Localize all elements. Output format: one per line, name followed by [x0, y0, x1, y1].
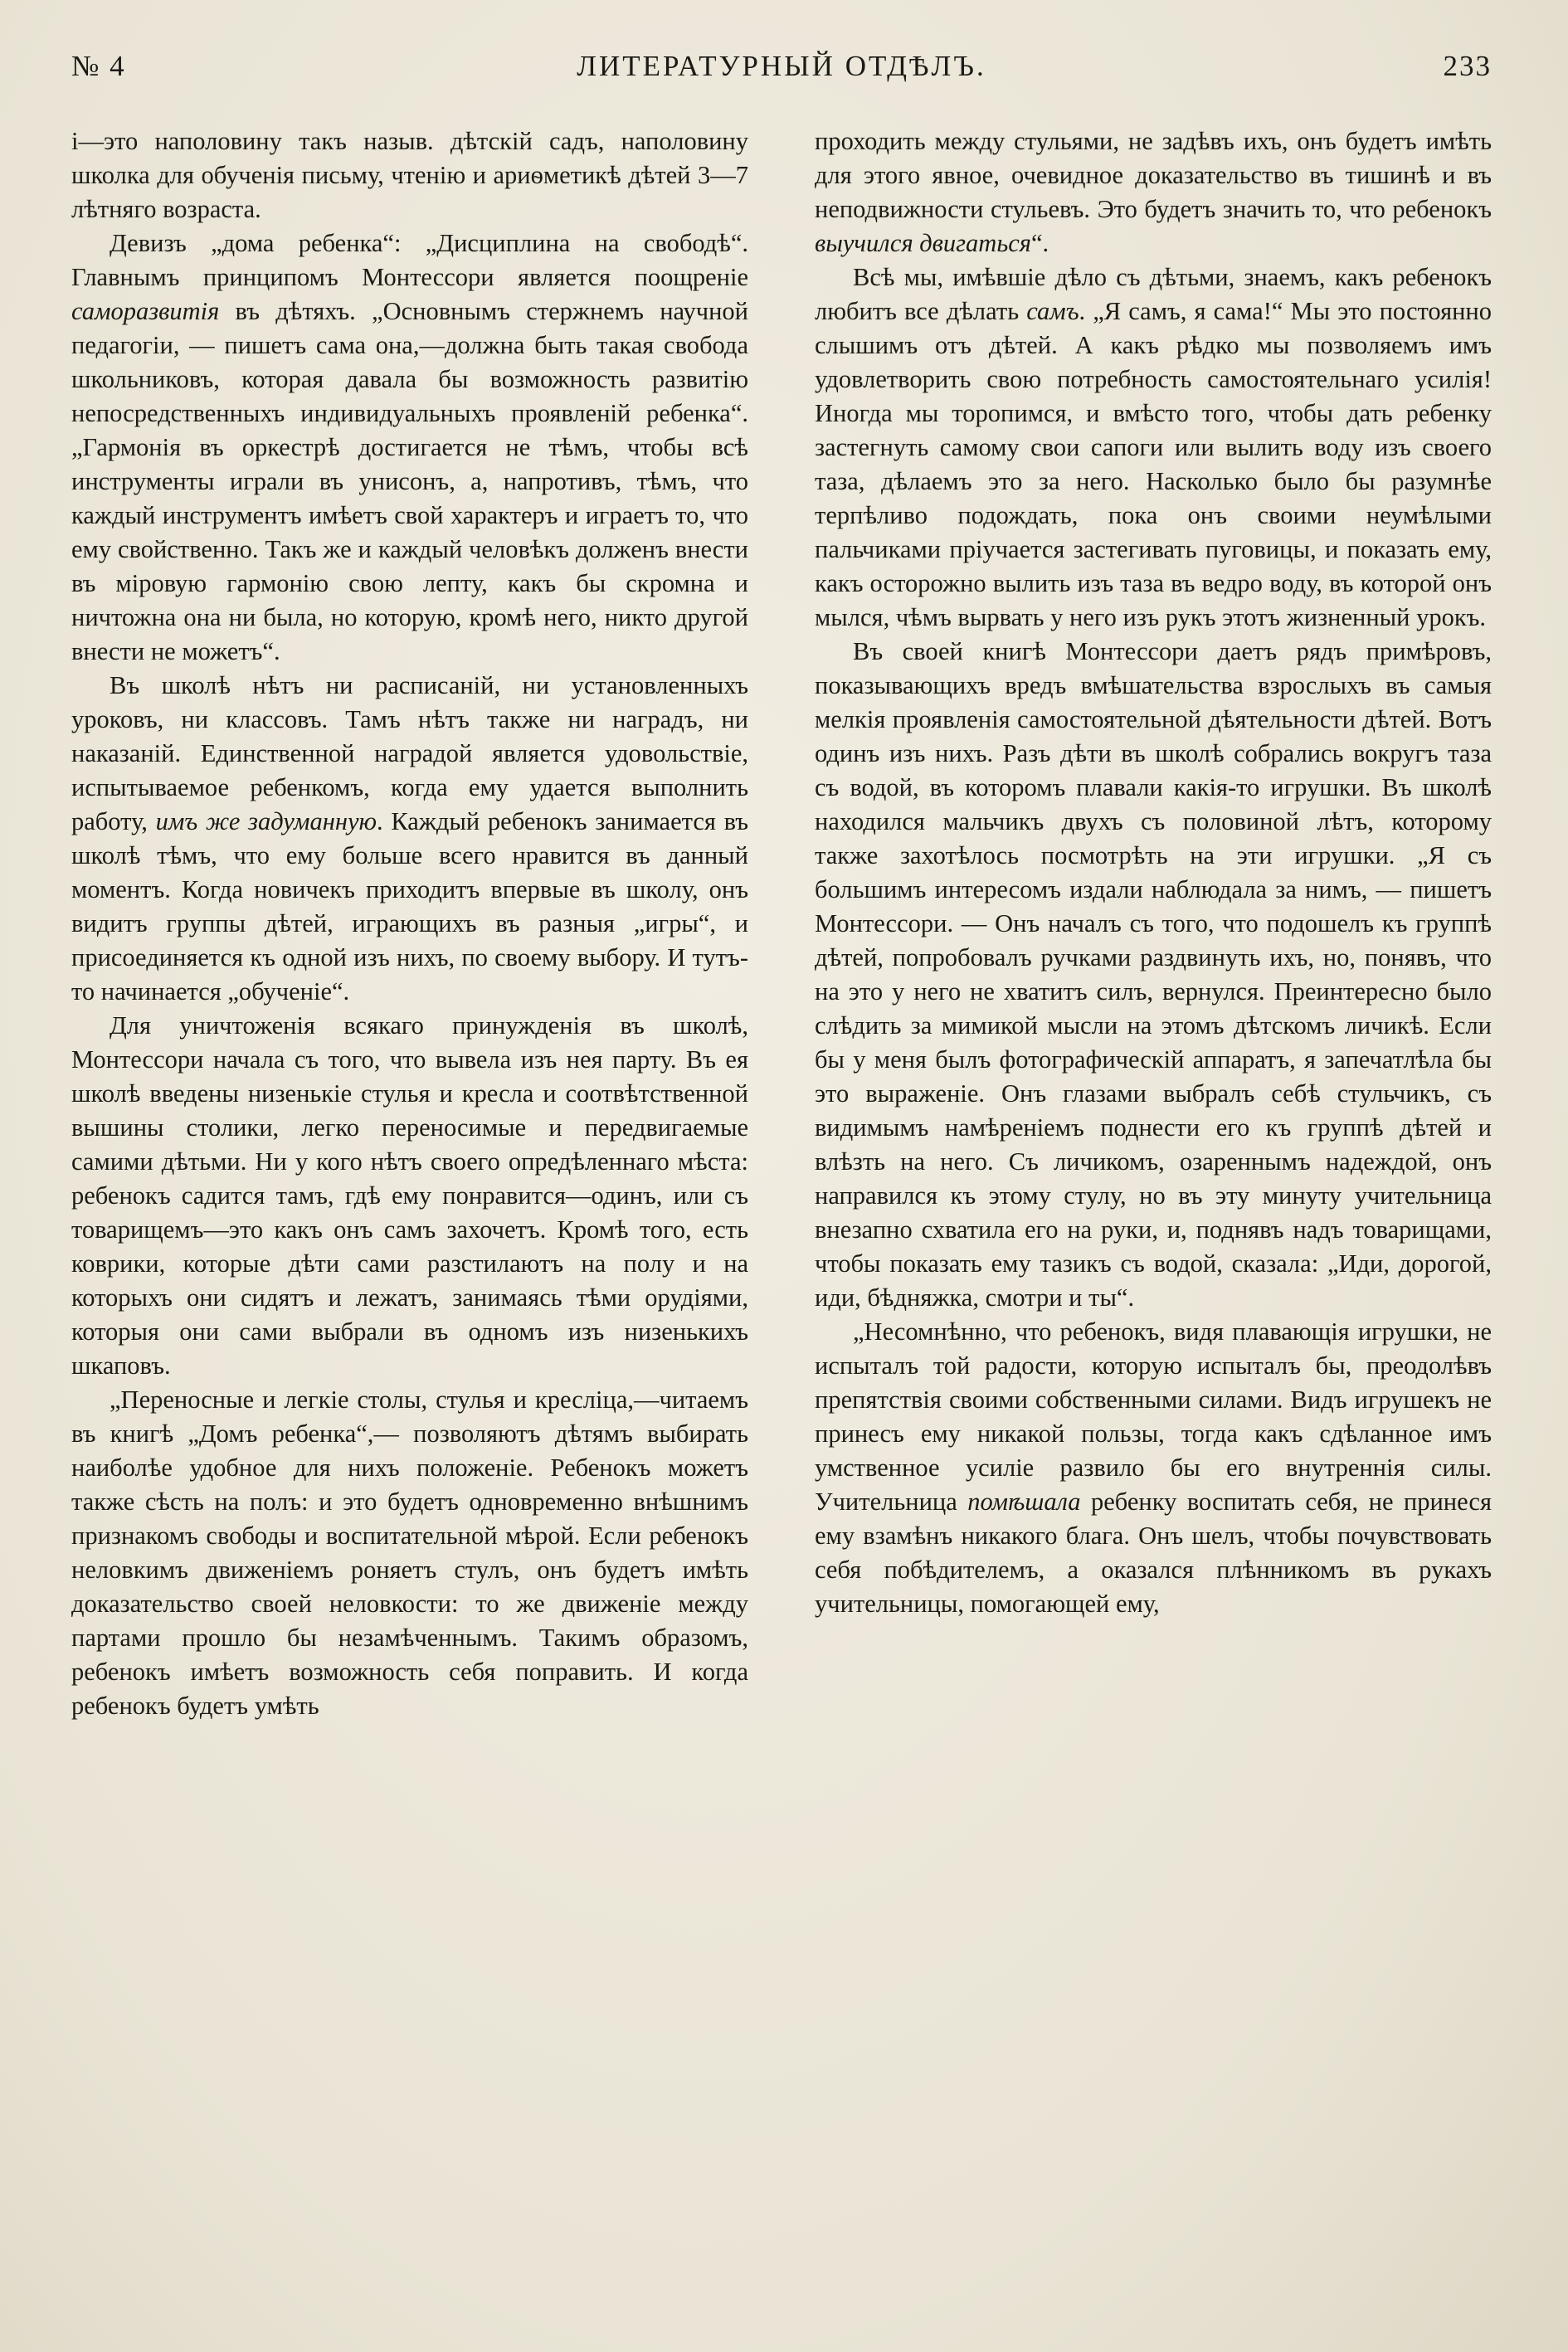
italic-emphasis: саморазвитія — [71, 297, 220, 325]
paragraph — [71, 226, 748, 669]
text-run: въ дѣтяхъ. „Основнымъ стержнемъ научной педагогіи, — пишетъ сама она,—должна быть такая свобода школьниковъ, которая давала бы возможность развитію непосредственныхъ индивидуальныхъ проявленій ребенка“. „Гармонія въ оркестрѣ достигается не тѣмъ, чтобы всѣ инструменты играли въ унисонъ, а, напротивъ, тѣмъ, что каждый инструментъ имѣетъ свой характеръ и играетъ то, что ему свойственно. Такъ же и каждый человѣкъ долженъ внести въ міровую гармонію свою лепту, какъ бы скромна и ничтожна она ни была, но которую, кромѣ него, никто другой внести не можетъ“. — [71, 297, 748, 665]
paragraph — [815, 1315, 1492, 1621]
text-run: . Каждый ребенокъ занимается въ школѣ тѣмъ, что ему больше всего нравится въ данный моментъ. Когда новичекъ приходитъ впервые въ школу, онъ видитъ группы дѣтей, играющихъ въ разныя „игры“, и присоединяется къ одной изъ нихъ, по своему выбору. И тутъ-то начинается „обученіе“. — [71, 807, 748, 1006]
italic-emphasis: выучился двигаться — [815, 229, 1031, 257]
text-run: . „Я самъ, я сама!“ Мы это постоянно слышимъ отъ дѣтей. А какъ рѣдко мы позволяемъ имъ удовлетворить свою потребность самостоятельнаго усилія! Иногда мы торопимся, и вмѣсто того, чтобы дать ребенку застегнуть самому свои сапоги или вылить воду изъ своего таза, дѣлаемъ это за него. Насколько было бы разумнѣе терпѣливо подождать, пока онъ своими неумѣлыми пальчиками пріучается застегивать пуговицы, и показать ему, какъ осторожно вылить изъ таза въ ведро воду, въ которой онъ мылся, чѣмъ вырвать у него изъ рукъ этотъ жизненный урокъ. — [815, 297, 1493, 631]
right-column — [815, 124, 1492, 1723]
text-run: ребенку воспитать себя, не принеся ему взамѣнъ никакого блага. Онъ шелъ, чтобы почувствовать себя побѣдителемъ, а оказался плѣнникомъ въ рукахъ учительницы, помогающей ему, — [815, 1488, 1492, 1618]
paragraph: Въ своей книгѣ Монтессори даетъ рядъ примѣровъ, показывающихъ вредъ вмѣшательства взрослыхъ въ самыя мелкія проявленія самостоятельной дѣятельности дѣтей. Вотъ одинъ изъ нихъ. Разъ дѣти въ школѣ собрались вокругъ таза съ водой, въ которомъ плавали какія-то игрушки. Въ школѣ находился мальчикъ двухъ съ половиной лѣтъ, которому также захотѣлось посмотрѣть на эти игрушки. „Я съ большимъ интересомъ издали наблюдала за нимъ, — пишетъ Монтессори. — Онъ началъ съ того, что подошелъ къ группѣ дѣтей, попробовалъ ручками раздвинуть ихъ, но, понявъ, что на это у него не хватитъ силъ, вернулся. Преинтересно было слѣдить за мимикой мысли на этомъ дѣтскомъ личикѣ. Если бы у меня былъ фотографическій аппаратъ, я запечатлѣла бы это выраженіе. Онъ глазами выбралъ себѣ стульчикъ, съ видимымъ намѣреніемъ поднести его къ группѣ дѣтей и влѣзть на него. Съ личикомъ, озареннымъ надеждой, онъ направился къ этому стулу, но въ эту минуту учительница внезапно схватила его на руки, и, поднявъ надъ товарищами, чтобы показать ему тазикъ съ водой, сказала: „Иди, дорогой, иди, бѣдняжка, смотри и ты“. — [815, 637, 1492, 1312]
italic-emphasis: самъ — [1026, 297, 1079, 325]
left-column — [71, 124, 748, 1723]
text-run: Девизъ „дома ребенка“: „Дисциплина на свободѣ“. Главнымъ принципомъ Монтессори является поощреніе — [71, 229, 748, 291]
italic-emphasis: имъ же задуманную — [155, 807, 377, 835]
paragraph — [71, 669, 748, 1009]
paragraph — [815, 124, 1492, 261]
text-run: „Несомнѣнно, что ребенокъ, видя плавающія игрушки, не испыталъ той радости, которую испыталъ бы, преодолѣвъ препятствія своими собственными силами. Видъ игрушекъ не принесъ ему никакой пользы, тогда какъ сдѣланное имъ умственное усиліе развило бы его внутреннія силы. Учительница — [815, 1317, 1492, 1516]
text-run: Всѣ мы, имѣвшіе дѣло съ дѣтьми, знаемъ, какъ ребенокъ любитъ все дѣлать — [815, 263, 1492, 325]
paragraph — [815, 261, 1492, 635]
section-title: ЛИТЕРАТУРНЫЙ ОТДѢЛЪ. — [577, 50, 986, 82]
text-run: Въ школѣ нѣтъ ни расписаній, ни установленныхъ уроковъ, ни классовъ. Тамъ нѣтъ также ни наградъ, ни наказаній. Единственной наградой является удовольствіе, испытываемое ребенкомъ, когда ему удается выполнить работу, — [71, 671, 748, 835]
italic-emphasis: помѣшала — [967, 1488, 1081, 1516]
text-run: проходить между стульями, не задѣвъ ихъ, онъ будетъ имѣть для этого явное, очевидное доказательство въ тишинѣ и въ неподвижности стульевъ. Это будетъ значить то, что ребенокъ — [815, 127, 1492, 223]
paragraph: „Переносные и легкіе столы, стулья и кресліца,—читаемъ въ книгѣ „Домъ ребенка“,— позволяютъ дѣтямъ выбирать наиболѣе удобное для нихъ положеніе. Ребенокъ можетъ также сѣсть на полъ: и это будетъ одновременно внѣшнимъ признакомъ свободы и воспитательной мѣрой. Если ребенокъ неловкимъ движеніемъ роняетъ стулъ, онъ будетъ имѣть доказательство своей неловкости: то же движеніе между партами прошло бы незамѣченнымъ. Такимъ образомъ, ребенокъ имѣетъ возможность себя поправить. И когда ребенокъ будетъ умѣть — [71, 1385, 748, 1720]
running-head — [71, 50, 1492, 90]
issue-number: № 4 — [71, 50, 126, 82]
paragraph: Для уничтоженія всякаго принужденія въ школѣ, Монтессори начала съ того, что вывела изъ нея парту. Въ ея школѣ введены низенькіе стулья и кресла и соотвѣтственной вышины столики, легко переносимые и передвигаемые самими дѣтьми. Ни у кого нѣтъ своего опредѣленнаго мѣста: ребенокъ садится тамъ, гдѣ ему понравится—одинъ, или съ товарищемъ—это какъ онъ самъ захочетъ. Кромѣ того, есть коврики, которые дѣти сами разстилаютъ на полу и на которыхъ они сидятъ и лежатъ, занимаясь тѣми орудіями, которыя они сами выбрали въ одномъ изъ низенькихъ шкаповъ. — [71, 1011, 748, 1380]
paragraph: i—это наполовину такъ назыв. дѣтскій садъ, наполовину школка для обученія письму, чтенію и ариѳметикѣ дѣтей 3—7 лѣтняго возраста. — [71, 127, 748, 223]
text-columns — [71, 124, 1492, 1723]
text-run: “. — [1030, 229, 1049, 257]
page-number: 233 — [1443, 50, 1492, 82]
